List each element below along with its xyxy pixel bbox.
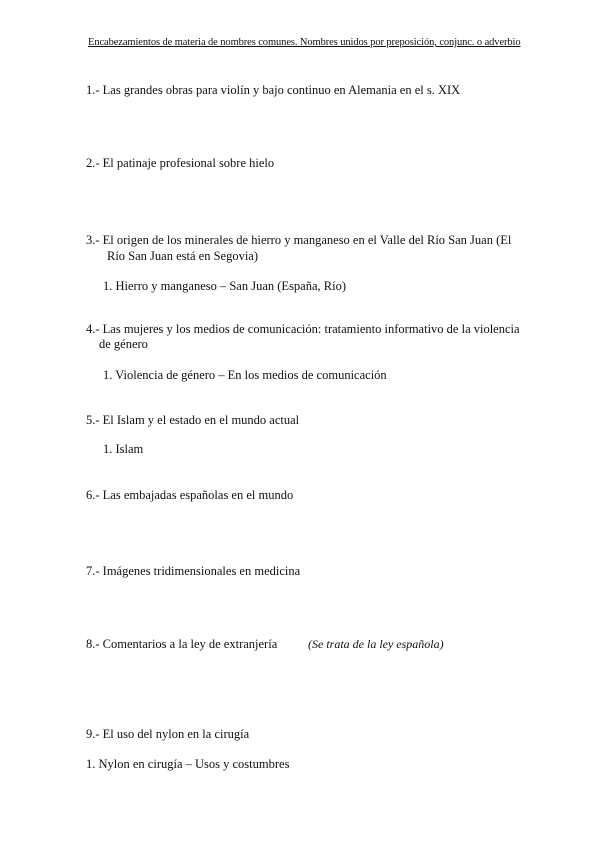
item-9: 9.- El uso del nylon en la cirugía [86, 727, 250, 741]
item-4-continuation: de género [99, 337, 148, 351]
item-7: 7.- Imágenes tridimensionales en medicina [86, 564, 301, 578]
item-1: 1.- Las grandes obras para violín y bajo continuo en Alemania en el s. XIX [86, 83, 461, 97]
item-2: 2.- El patinaje profesional sobre hielo [86, 156, 275, 170]
item-5-subitem: 1. Islam [103, 442, 144, 456]
item-5: 5.- El Islam y el estado en el mundo actual [86, 413, 300, 427]
item-3-continuation: Río San Juan está en Segovia) [107, 249, 259, 263]
item-3-subitem: 1. Hierro y manganeso – San Juan (España, Río) [103, 279, 346, 293]
page-header: Encabezamientos de materia de nombres comunes. Nombres unidos por preposición, conjunc. o adverbio [88, 37, 521, 48]
item-4-subitem: 1. Violencia de género – En los medios de comunicación [103, 368, 387, 382]
item-9-subitem: 1. Nylon en cirugía – Usos y costumbres [86, 757, 290, 771]
item-3: 3.- El origen de los minerales de hierro y manganeso en el Valle del Río San Juan (El [86, 233, 512, 247]
item-4: 4.- Las mujeres y los medios de comunicación: tratamiento informativo de la violencia [86, 322, 520, 336]
item-6: 6.- Las embajadas españolas en el mundo [86, 488, 294, 502]
item-8: 8.- Comentarios a la ley de extranjería [86, 637, 278, 651]
item-8-note: (Se trata de la ley española) [308, 637, 444, 651]
